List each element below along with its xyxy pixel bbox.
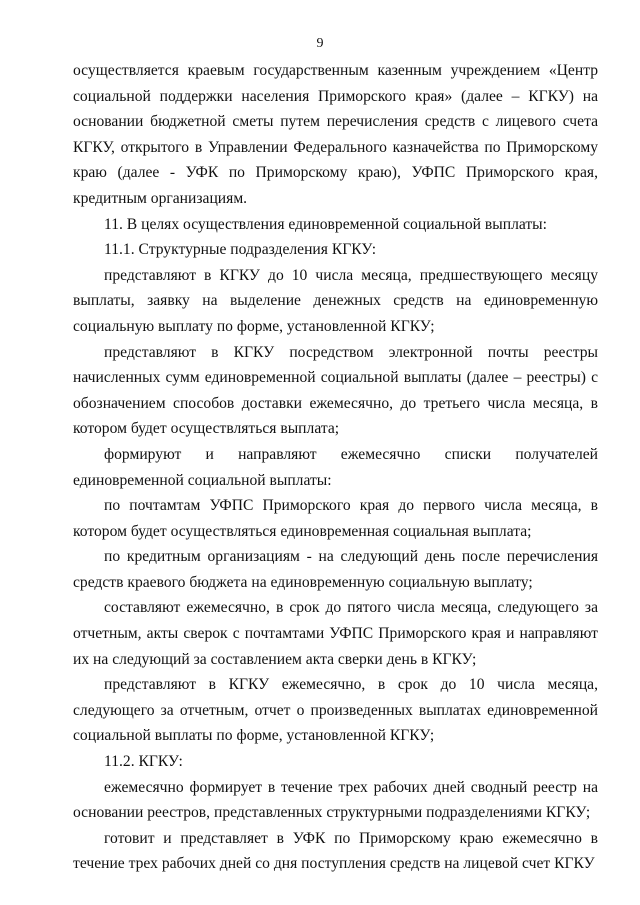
- document-body: [73, 58, 598, 877]
- paragraph-clause-11-2: 11.2. КГКУ:: [104, 753, 183, 771]
- paragraph: по почтамтам УФПС Приморского края до первого числа месяца, в котором будет осуществляться единовременная социальная выплата;: [73, 497, 598, 540]
- paragraph: составляют ежемесячно, в срок до пятого числа месяца, следующего за отчетным, акты сверок с почтамтами УФПС Приморского края и направляют их на следующий за составлением акта сверки день в КГКУ;: [73, 599, 598, 668]
- paragraph: представляют в КГКУ ежемесячно, в срок до 10 числа месяца, следующего за отчетным, отчет о произведенных выплатах единовременной социальной выплаты по форме, установленной КГКУ;: [73, 676, 598, 745]
- page-number: 9: [316, 36, 324, 51]
- paragraph: представляют в КГКУ посредством электронной почты реестры начисленных сумм единовременной социальной выплаты (далее – реестры) с обозначением способов доставки ежемесячно, до третьего числа месяца, в котором будет осуществляться выплата;: [73, 343, 598, 438]
- paragraph: ежемесячно формирует в течение трех рабочих дней сводный реестр на основании реестров, представленных структурными подразделениями КГКУ;: [73, 778, 598, 822]
- paragraph: готовит и представляет в УФК по Приморскому краю ежемесячно в течение трех рабочих дней со дня поступления средств на лицевой счет КГКУ: [73, 829, 598, 873]
- paragraph: по кредитным организациям - на следующий день после перечисления средств краевого бюджета на единовременную социальную выплату;: [73, 548, 598, 591]
- paragraph-clause-11-1: 11.1. Структурные подразделения КГКУ:: [104, 241, 377, 259]
- paragraph-clause-11: 11. В целях осуществления единовременной социальной выплаты:: [104, 215, 547, 233]
- paragraph-continuation: осуществляется краевым государственным казенным учреждением «Центр социальной поддержки населения Приморского края» (далее – КГКУ) на основании бюджетной сметы путем перечисления средств с лицевого счета КГКУ, открытого в Управлении Федерального казначейства по Приморскому краю (далее - УФК по Приморскому краю), УФПС Приморского края, кредитным организациям.: [73, 62, 598, 207]
- paragraph: представляют в КГКУ до 10 числа месяца, предшествующего месяцу выплаты, заявку на выделение денежных средств на единовременную социальную выплату по форме, установленной КГКУ;: [73, 266, 598, 335]
- paragraph: формируют и направляют ежемесячно списки получателей единовременной социальной выплаты:: [73, 445, 598, 489]
